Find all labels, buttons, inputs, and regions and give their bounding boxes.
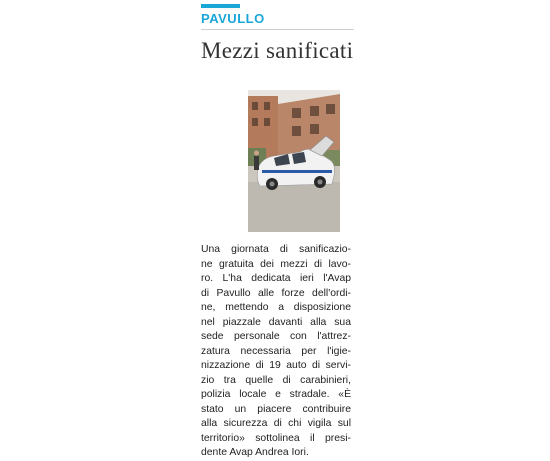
- body-line: nel piazzale davanti alla sua: [201, 316, 351, 328]
- body-line: dente Avap Andrea Iori.: [201, 447, 309, 458]
- article-headline: Mezzi sanificati: [201, 38, 354, 63]
- body-line: alla sicurezza di chi vigila sul: [201, 418, 351, 429]
- article-body: [201, 243, 351, 461]
- body-line: nizzazione di 19 auto di servi-: [201, 360, 351, 371]
- body-line: zatura necessaria per l'igie-: [201, 345, 351, 357]
- body-line: ne, mettendo a disposizione: [201, 302, 351, 313]
- section-divider: [201, 29, 354, 30]
- body-line: territorio» sottolinea il presi-: [201, 432, 351, 444]
- body-line: ro. L'ha dedicata ieri l'Avap: [201, 273, 351, 284]
- body-line: di Pavullo alle forze dell'ordi-: [201, 287, 351, 299]
- body-line: sede personale con l'attrez-: [201, 331, 351, 342]
- photo-car-sanitizing-icon: [248, 90, 340, 232]
- body-line: ne gratuita dei mezzi di lavo-: [201, 258, 351, 270]
- section-rule: [201, 4, 240, 8]
- body-line: Una giornata di sanificazio-: [201, 244, 351, 255]
- body-line: zio tra quelle di carabinieri,: [201, 374, 351, 386]
- body-line: stato un piacere contribuire: [201, 403, 351, 415]
- section-label: PAVULLO: [201, 11, 265, 26]
- body-line: polizia locale e stradale. «È: [201, 389, 351, 400]
- article-photo: [248, 90, 340, 232]
